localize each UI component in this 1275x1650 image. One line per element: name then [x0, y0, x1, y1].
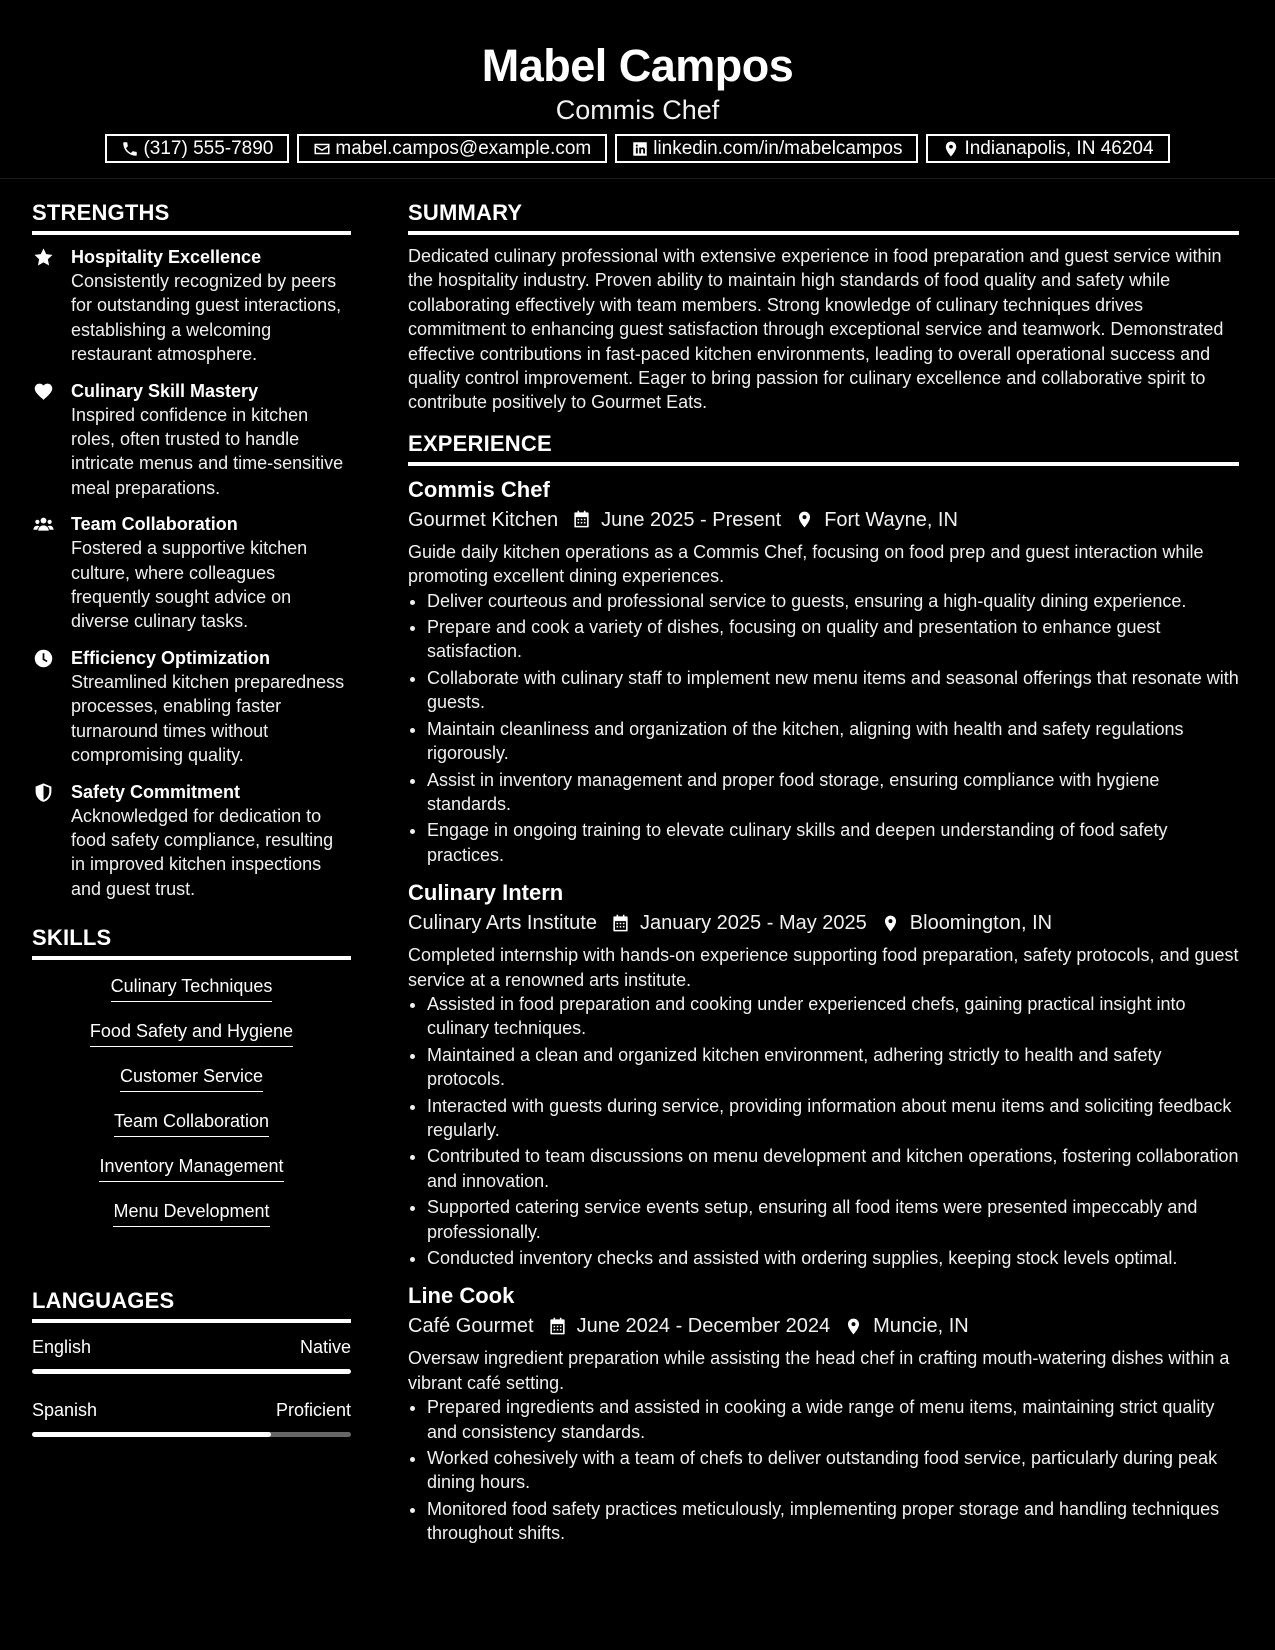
- language-name: Spanish: [32, 1400, 98, 1421]
- job-bullets: [408, 992, 1239, 1270]
- skills-list: [32, 970, 351, 1244]
- map-pin-icon: [844, 1317, 863, 1336]
- contact-email-text: mabel.campos@example.com: [335, 137, 592, 159]
- job-bullet: • Worked cohesively with a team of chefs to deliver outstanding food service, particularly during peak dining hours.: [427, 1446, 1239, 1495]
- star-icon: [33, 247, 54, 268]
- strength-item: [32, 379, 351, 501]
- right-column: [408, 200, 1239, 1558]
- language-proficiency-fill: [32, 1369, 351, 1374]
- job-meta: [408, 1312, 1239, 1340]
- job-dates: January 2025 - May 2025: [639, 912, 867, 935]
- contact-phone-text: (317) 555-7890: [143, 137, 274, 159]
- candidate-name: Mabel Campos: [481, 40, 794, 91]
- contact-phone[interactable]: [105, 134, 289, 163]
- job-entry: [408, 879, 1239, 1270]
- calendar-icon: [611, 914, 630, 933]
- strength-desc: Streamlined kitchen preparedness processes, enabling faster turnaround times without compromising quality.: [71, 671, 345, 766]
- job-bullet: • Contributed to team discussions on menu development and kitchen operations, fostering collaboration and innovation.: [427, 1144, 1239, 1193]
- clock-icon: [33, 648, 54, 669]
- job-description: Completed internship with hands-on experience supporting food preparation, safety protocols, and guest service at a renowned arts institute.: [408, 945, 1239, 990]
- job-bullet: • Monitored food safety practices meticulously, implementing proper storage and handling techniques throughout shifts.: [427, 1497, 1239, 1546]
- shield-icon: [33, 782, 54, 803]
- strength-title: Efficiency Optimization: [71, 647, 271, 668]
- contact-email[interactable]: [297, 134, 607, 163]
- strength-desc: Fostered a supportive kitchen culture, where colleagues frequently sought advice on diverse culinary tasks.: [71, 538, 308, 632]
- contact-location-text: Indianapolis, IN 46204: [964, 137, 1154, 159]
- job-bullet: • Prepare and cook a variety of dishes, focusing on quality and presentation to enhance guest satisfaction.: [427, 615, 1239, 664]
- job-title: Culinary Intern: [408, 880, 564, 906]
- experience-heading: EXPERIENCE: [408, 431, 1239, 466]
- language-name: English: [32, 1337, 92, 1358]
- candidate-title: Commis Chef: [555, 95, 720, 125]
- phone-icon: [121, 140, 139, 158]
- job-bullets: [408, 1395, 1239, 1545]
- language-proficiency-bar: [32, 1432, 351, 1437]
- left-column: [32, 200, 351, 1461]
- strength-item: [32, 780, 351, 902]
- strength-desc: Inspired confidence in kitchen roles, often trusted to handle intricate menus and time-sensitive meal preparations.: [71, 404, 344, 498]
- strength-item: [32, 245, 351, 367]
- job-bullet: • Collaborate with culinary staff to implement new menu items and seasonal offerings that resonate with guests.: [427, 666, 1239, 715]
- strength-title: Culinary Skill Mastery: [71, 380, 259, 401]
- heart-icon: [33, 381, 54, 402]
- job-bullet: • Conducted inventory checks and assisted with ordering supplies, keeping stock levels optimal.: [427, 1246, 1239, 1270]
- contact-linkedin[interactable]: [615, 134, 918, 163]
- envelope-icon: [313, 140, 331, 158]
- job-bullet: • Supported catering service events setup, ensuring all food items were presented impeccably and professionally.: [427, 1195, 1239, 1244]
- job-entry: [408, 476, 1239, 867]
- strengths-heading: STRENGTHS: [32, 200, 351, 235]
- experience-list: [408, 476, 1239, 1546]
- language-proficiency-fill: [32, 1432, 271, 1437]
- job-bullet: • Deliver courteous and professional service to guests, ensuring a high-quality dining experience.: [427, 589, 1239, 613]
- job-bullet: • Assist in inventory management and proper food storage, ensuring compliance with hygiene standards.: [427, 768, 1239, 817]
- language-row: [32, 1335, 351, 1359]
- job-bullet: • Prepared ingredients and assisted in cooking a wide range of menu items, maintaining strict quality and consistency standards.: [427, 1395, 1239, 1444]
- skill-tag: Menu Development: [113, 1199, 269, 1227]
- skill-tag: Team Collaboration: [114, 1109, 269, 1137]
- linkedin-icon: [631, 140, 649, 158]
- job-description: Guide daily kitchen operations as a Commis Chef, focusing on food prep and guest interaction while promoting excellent dining experiences.: [408, 541, 1204, 587]
- map-pin-icon: [942, 140, 960, 158]
- resume-header: [0, 0, 1275, 179]
- job-bullet: • Interacted with guests during service, providing information about menu items and soliciting feedback regularly.: [427, 1094, 1239, 1143]
- strength-title: Hospitality Excellence: [71, 247, 262, 267]
- job-location: Bloomington, IN: [909, 912, 1053, 935]
- job-company: Café Gourmet: [408, 1315, 534, 1338]
- skill-tag: Food Safety and Hygiene: [90, 1019, 293, 1047]
- summary-text: Dedicated culinary professional with extensive experience in food preparation and guest service within the hospitality industry. Proven ability to maintain high standards of food quality and safety while collaborating effectively with team members. Strong knowledge of culinary techniques drives commitment to enhancing guest satisfaction through exceptional service and teamwork. Demonstrated effective contributions in fast-paced kitchen environments, leading to overall operational success and quality control improvement. Eager to bring passion for culinary excellence and collaborative spirit to contribute positively to Gourmet Eats.: [408, 246, 1224, 413]
- strength-title: Safety Commitment: [71, 781, 241, 802]
- strength-title: Team Collaboration: [71, 514, 238, 535]
- job-bullet: • Assisted in food preparation and cooking under experienced chefs, gaining practical insight into culinary techniques.: [427, 992, 1239, 1041]
- job-bullet: • Maintain cleanliness and organization of the kitchen, aligning with health and safety regulations rigorously.: [427, 717, 1239, 766]
- map-pin-icon: [881, 914, 900, 933]
- job-bullets: [408, 589, 1239, 867]
- strength-item: [32, 646, 351, 768]
- strength-desc: Consistently recognized by peers for outstanding guest interactions, establishing a welcoming restaurant atmosphere.: [71, 271, 342, 365]
- summary-heading: SUMMARY: [408, 200, 1239, 235]
- job-bullet: • Engage in ongoing training to elevate culinary skills and deepen understanding of food safety practices.: [427, 818, 1239, 867]
- skill-tag: Inventory Management: [99, 1154, 283, 1182]
- job-title: Commis Chef: [408, 476, 550, 502]
- language-row: [32, 1398, 351, 1422]
- contact-location[interactable]: [926, 134, 1169, 163]
- job-meta: [408, 909, 1239, 937]
- strength-item: [32, 512, 351, 634]
- language-level: Proficient: [275, 1400, 351, 1421]
- job-location: Fort Wayne, IN: [824, 508, 958, 531]
- calendar-icon: [548, 1317, 567, 1336]
- job-company: Gourmet Kitchen: [408, 508, 559, 531]
- strength-desc: Acknowledged for dedication to food safety compliance, resulting in improved kitchen inspections and guest trust.: [71, 805, 334, 899]
- job-entry: [408, 1282, 1239, 1545]
- job-title: Line Cook: [408, 1283, 515, 1309]
- map-pin-icon: [795, 510, 814, 529]
- skill-tag: Customer Service: [120, 1064, 263, 1092]
- skills-heading: SKILLS: [32, 925, 351, 960]
- job-bullet: • Maintained a clean and organized kitchen environment, adhering strictly to health and safety protocols.: [427, 1043, 1239, 1092]
- contact-linkedin-text: linkedin.com/in/mabelcampos: [653, 137, 903, 159]
- users-icon: [33, 514, 54, 535]
- job-company: Culinary Arts Institute: [408, 912, 597, 935]
- language-level: Native: [299, 1337, 351, 1358]
- job-description: Oversaw ingredient preparation while assisting the head chef in crafting mouth-watering dishes within a vibrant café setting.: [408, 1348, 1230, 1393]
- skill-tag: Culinary Techniques: [111, 974, 273, 1002]
- language-proficiency-bar: [32, 1369, 351, 1374]
- job-dates: June 2024 - December 2024: [576, 1315, 831, 1338]
- job-meta: [408, 506, 1239, 534]
- calendar-icon: [572, 510, 591, 529]
- job-location: Muncie, IN: [873, 1315, 969, 1338]
- contact-bar: [0, 134, 1275, 163]
- languages-heading: LANGUAGES: [32, 1288, 351, 1323]
- job-dates: June 2025 - Present: [601, 508, 782, 531]
